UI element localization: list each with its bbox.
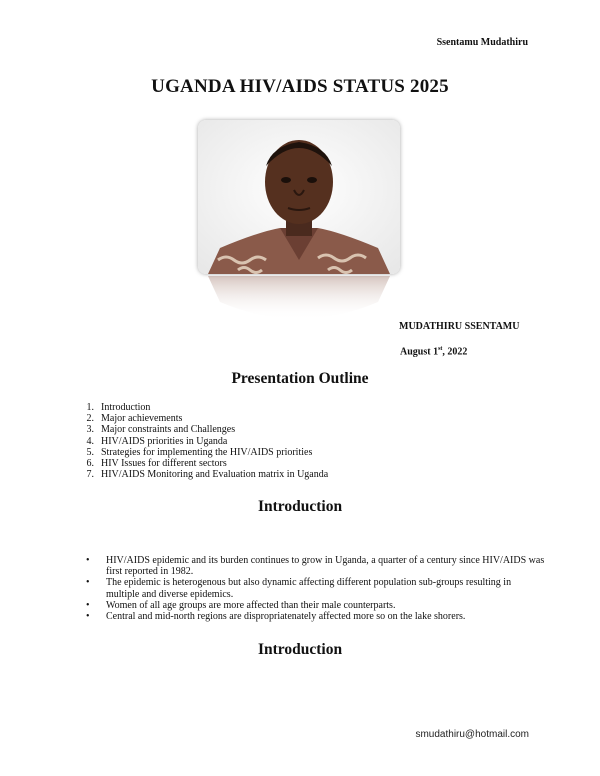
author-name: MUDATHIRU SSENTAMU <box>399 321 520 332</box>
introduction-heading: Introduction <box>257 498 343 515</box>
portrait-image <box>198 120 400 274</box>
list-item: 7. HIV/AIDS Monitoring and Evaluation matrix in Uganda <box>86 469 329 481</box>
list-item: 6. HIV Issues for different sectors <box>86 458 227 470</box>
list-item: • Women of all age groups are more affected than their male counterparts. <box>86 599 396 611</box>
list-item: 2. Major achievements <box>86 413 183 425</box>
list-item: 5. Strategies for implementing the HIV/AIDS priorities <box>86 446 313 458</box>
introduction-bullets <box>86 555 546 622</box>
page-title: UGANDA HIV/AIDS STATUS 2025 <box>151 76 449 97</box>
list-item: • The epidemic is heterogenous but also dynamic affecting different population sub-groups resulting in multiple and diverse epidemics. <box>86 577 512 600</box>
list-item: • HIV/AIDS epidemic and its burden continues to grow in Uganda, a quarter of a century since HIV/AIDS was first reported in 1982. <box>86 555 545 578</box>
list-item: 3. Major constraints and Challenges <box>86 424 236 436</box>
list-item: • Central and mid-north regions are dispropriatenately affected more so on the lake shorers. <box>86 611 466 623</box>
header-author: Ssentamu Mudathiru <box>436 37 528 48</box>
presentation-date: August 1st, 2022 <box>400 346 468 358</box>
profile-photo <box>198 120 400 274</box>
photo-reflection <box>198 276 400 320</box>
outline-heading: Presentation Outline <box>231 370 369 387</box>
list-item: 4. HIV/AIDS priorities in Uganda <box>86 435 228 447</box>
introduction-heading-2: Introduction <box>257 641 343 658</box>
footer-email[interactable]: smudathiru@hotmail.com <box>415 729 529 740</box>
list-item: 1. Introduction <box>86 402 151 413</box>
outline-list <box>80 402 328 480</box>
